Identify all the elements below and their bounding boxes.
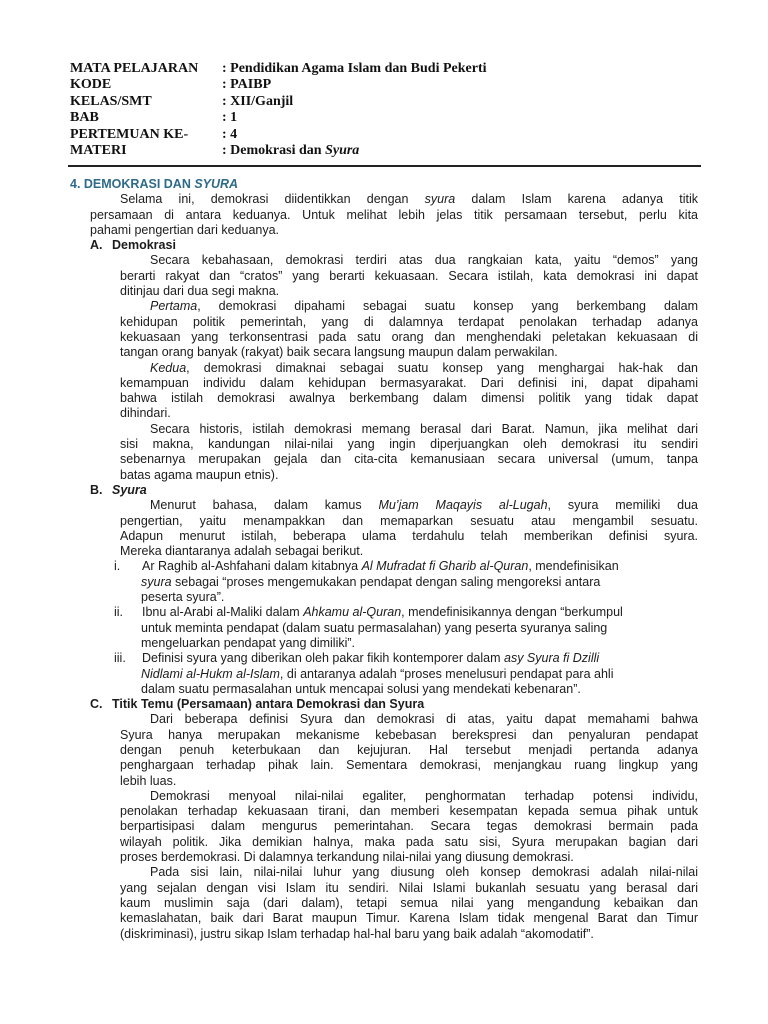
meta-value: : XII/Ganjil [222,93,294,109]
meta-row-material [70,143,710,159]
list-item-line: peserta syura”. [141,590,225,605]
list-item-line: mengeluarkan pendapat yang dimiliki”. [141,635,356,650]
text-italic: asy Syura fi Dzilli [504,651,600,666]
meta-row-class [70,94,710,110]
meta-value [222,143,710,159]
paragraph-line: kekuasaan yang terkonsentrasi pada satu orang dan menghendaki peletakan kekuasaan di [120,329,698,344]
subsection-title: Demokrasi [112,238,176,253]
subsection-letter: A. [90,238,103,253]
text-italic: Nidlami al-Hukm al-Islam [141,666,280,681]
text-italic: Ahkamu al-Quran [303,605,402,620]
section-title [70,177,698,192]
list-item-line: dalam suatu permasalahan untuk mencapai solusi yang mendekati kebenaran”. [141,681,581,696]
paragraph-line: Secara historis, istilah demokrasi memang berasal dari Barat. Namun, jika melihat dari [150,421,698,436]
text-italic: Mu’jam Maqayis al-Lugah [378,498,548,513]
paragraph-line: Demokrasi menyoal nilai-nilai egaliter, penghormatan terhadap potensi individu, [150,788,698,803]
subsection-letter: B. [90,482,103,497]
paragraph-line: kehidupan politik pemerintah, yang di dalamnya terdapat penolakan terhadap adanya [120,314,698,329]
meta-value: : 4 [222,126,238,142]
header-divider [68,165,701,167]
paragraph-line: wilayah politik. Jika demikian halnya, maka pada satu sisi, Syura merupakan bagian dari [120,834,698,849]
paragraph-line: berarti rakyat dan “cratos” yang berarti kekuasaan. Secara istilah, kata demokrasi ini dapat [120,268,698,283]
paragraph-line: Pada sisi lain, nilai-nilai luhur yang diusung oleh konsep demokrasi adalah nilai-nilai [150,865,698,880]
paragraph-line: kemampuan individu dalam kehidupan bermasyarakat. Dari definisi ini, dapat dipahami [120,375,698,390]
text: Ibnu al-Arabi al-Maliki dalam [142,605,304,620]
text: , demokrasi dipahami sebagai suatu konsep yang berkembang dalam [197,299,698,314]
text: Selama ini, demokrasi diidentikkan dengan [120,192,425,207]
paragraph-line: kemaslahatan, baik dari Barat maupun Timur. Karena Islam tidak mengenal Barat dan Timur [120,911,698,926]
meta-row-meeting [70,127,710,143]
list-item-line [70,667,698,682]
paragraph-line [70,361,698,376]
text-italic: Kedua [150,360,187,375]
meta-row-chapter [70,110,710,126]
text: , syura memiliki dua [547,498,698,513]
paragraph-line: proses berdemokrasi. Di dalamnya terkandung nilai-nilai yang diusung demokrasi. [120,850,574,865]
text: , demokrasi dimaknai sebagai suatu konsep yang menghargai hak-hak dan [186,360,698,375]
text-italic: Al Mufradat fi Gharib al-Quran [361,559,529,574]
subsection-title: Titik Temu (Persamaan) antara Demokrasi dan Syura [112,697,425,712]
paragraph-line: kaum muslimin saja (dari dalam), tetapi semua nilai yang mengandung kebaikan dan [120,895,698,910]
subsection-b-heading [70,483,698,498]
paragraph-line: yang sejalan dengan visi Islam itu sendiri. Nilai Islami bukanlah sesuatu yang berasal dari [120,880,698,895]
meta-key: MATA PELAJARAN [70,61,199,76]
paragraph-line [70,498,698,513]
paragraph-line: sebenarnya merupakan gejala dan cita-cita kemanusiaan secara universal (umum, tanpa [120,452,698,467]
paragraph-line [70,299,698,314]
paragraph-line: (diskriminasi), justru sikap Islam terhadap hal-hal baru yang baik adalah “akomodatif”. [120,926,594,941]
document-body [70,177,698,942]
paragraph-line: bahwa istilah demokrasi awalnya berkembang dalam dimensi politik yang tidak dapat [120,391,698,406]
paragraph-line: Adapun menurut istilah, beberapa ulama terdahulu telah memberikan definisi syura. [120,528,698,543]
paragraph-line: tangan orang banyak (rakyat) baik secara langsung maupun dalam perwakilan. [120,345,558,360]
text: , mendefinisikannya dengan “berkumpul [401,605,623,620]
paragraph-line: dengan penuh keterbukaan dan kejujuran. Hal tersebut menjadi pertanda adanya [120,742,698,757]
paragraph-line: Mereka diantaranya adalah sebagai berikut. [120,544,364,559]
paragraph-line: Secara kebahasaan, demokrasi terdiri atas dua rangkaian kata, yaitu “demos” yang [150,253,698,268]
list-item-line [70,575,698,590]
text-italic: Pertama [150,299,198,314]
paragraph-line: penghargaan terhadap pihak lain. Sementara demokrasi, menjangkau ruang lingkup yang [120,758,698,773]
list-numeral: ii. [114,605,124,620]
meta-key: PERTEMUAN KE- [70,126,189,142]
paragraph-line: batas agama maupun etnis). [120,467,279,482]
paragraph-line: ditinjau dari dua segi makna. [120,284,280,299]
list-numeral: iii. [114,651,126,666]
meta-key: KELAS/SMT [70,93,152,109]
meta-value-italic: Syura [325,142,360,158]
text: sebagai “proses mengemukakan pendapat dengan saling mengoreksi antara [171,574,601,589]
paragraph-line [70,192,698,207]
meta-row-code [70,77,710,93]
subsection-title: Syura [112,482,147,497]
meta-row-subject [70,61,710,77]
list-item-line: untuk meminta pendapat (dalam suatu permasalahan) yang peserta syuranya saling [141,620,608,635]
text: Menurut bahasa, dalam kamus [150,498,379,513]
list-item [70,559,698,574]
text-italic: syura [141,574,172,589]
paragraph-line: Dari beberapa definisi Syura dan demokrasi di atas, yaitu dapat memahami bahwa [150,712,698,727]
paragraph-line: berpartisipasi dalam mengurus pemerintahan. Secara tegas demokrasi bermain pada [120,819,698,834]
meta-value: : Pendidikan Agama Islam dan Budi Pekerti [222,61,487,76]
paragraph-line: dihindari. [120,406,171,421]
text-italic: syura [424,192,456,207]
paragraph-line: pahami pengertian dari keduanya. [90,222,280,237]
header-info [70,61,710,159]
paragraph-line: persamaan di antara keduanya. Untuk melihat lebih jelas titik persamaan tersebut, perlu kita [90,207,698,222]
subsection-letter: C. [90,697,103,712]
text: dalam Islam karena adanya titik [455,192,698,207]
paragraph-line: penolakan terhadap kekuasaan tirani, dan memberi kesempatan kepada semua pihak untuk [120,804,698,819]
paragraph-line: Syura hanya merupakan mekanisme kebebasan berekspresi dan penyaluran pendapat [120,727,698,742]
subsection-c-heading [70,697,698,712]
meta-value-text: : Demokrasi dan [222,142,326,158]
meta-value: : PAIBP [222,77,272,93]
meta-key: BAB [70,110,99,126]
section-title-text: 4. DEMOKRASI DAN [70,177,195,191]
list-item [70,605,698,620]
meta-value: : 1 [222,110,238,126]
subsection-a-heading [70,238,698,253]
section-title-italic: SYURA [194,177,239,191]
paragraph-line: sisi makna, kandungan nilai-nilai yang ingin diperjuangkan oleh demokrasi itu sendiri [120,437,698,452]
list-item [70,651,698,666]
list-numeral: i. [114,559,121,574]
meta-key: MATERI [70,142,127,158]
meta-key: KODE [70,77,112,93]
text: , mendefinisikan [528,559,619,574]
text: Ar Raghib al-Ashfahani dalam kitabnya [142,559,362,574]
text: , di antaranya adalah “proses menelusuri pendapat para ahli [279,666,614,681]
paragraph-line: lebih luas. [120,773,177,788]
paragraph-line: pengertian, yaitu menampakkan dan memaparkan sesuatu atau mengambil sesuatu. [120,513,698,528]
text: Definisi syura yang diberikan oleh pakar fikih kontemporer dalam [142,651,504,666]
